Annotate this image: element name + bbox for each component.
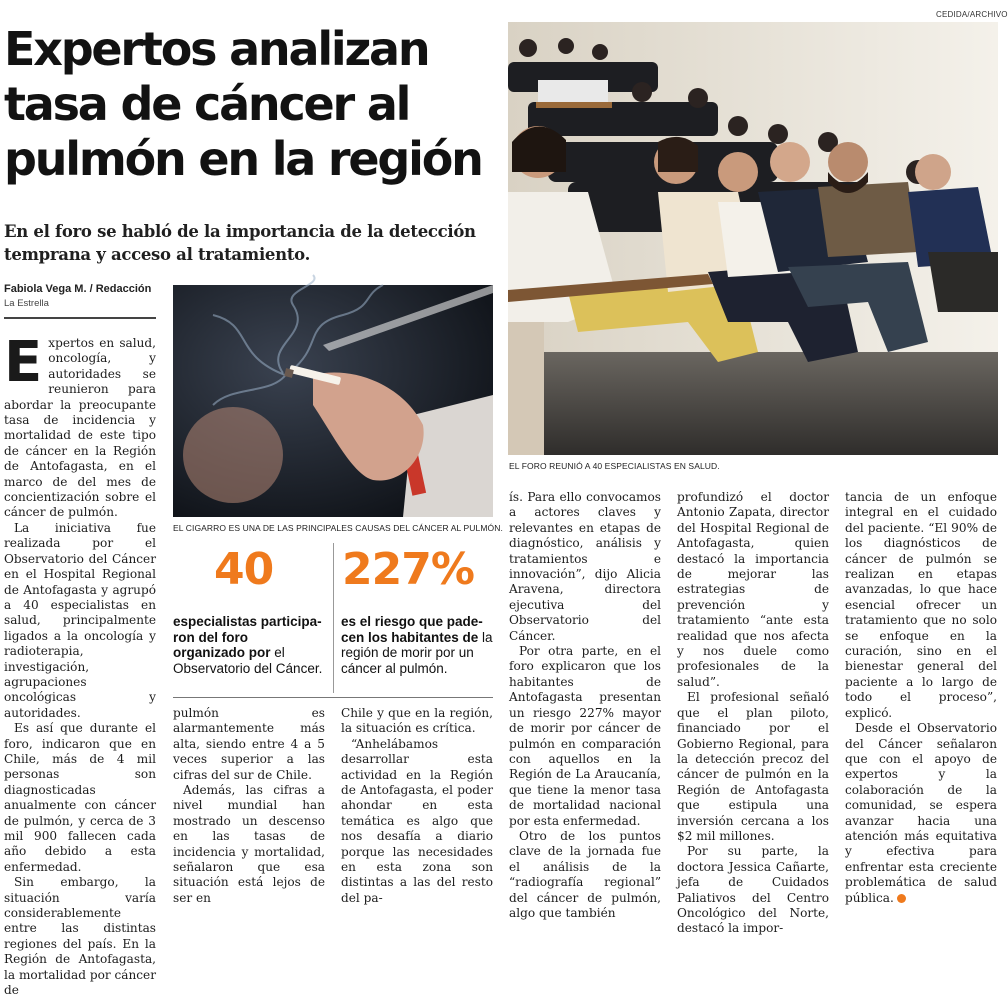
body-column-5 [677,490,829,936]
stat-227-rest: la región de morir por un cáncer al pulmón. [341,629,493,676]
cigarette-photo-caption: EL CIGARRO ES UNA DE LAS PRINCIPALES CAUSAS DEL CÁNCER AL PULMÓN. [173,523,503,533]
drop-cap: E [4,330,43,395]
body-paragraph: Por otra parte, en el foro explicaron que los habitantes de Antofagasta presentan un riesgo 227% mayor de morir por cáncer de pulmón en comparación con aquellos en la Región de La Araucanía, que tiene la menor tasa de mortalidad nacional por esta enfermedad. [509,644,661,828]
closing-text: Desde el Observatorio del Cáncer señalaron que con el apoyo de expertos y la colaboración de la comunidad, se espera avanzar hacia una atención más equitativa y efectiva para enfrentar esta creciente problemática de salud pública. [845,721,997,905]
body-paragraph: Por su parte, la doctora Jessica Cañarte, jefa de Cuidados Paliativos del Centro Oncológico del Norte, destacó la impor- [677,844,829,936]
stat-40-rest: el Observatorio del Cáncer. [173,645,323,676]
body-paragraph: Sin embargo, la situación varía considerablemente entre las distintas regiones del país. En la Región de Antofagasta, la mortalidad por cáncer de [4,875,156,998]
body-paragraph: pulmón es alarmantemente más alta, siendo entre 4 a 5 veces superior a las cifras del sur de Chile. [173,706,325,782]
body-paragraph: Además, las cifras a nivel mundial han mostrado un descenso en las tasas de incidencia y mortalidad, señalaron que esa situación está lejos de ser en [173,783,325,905]
stat-227-description [341,614,493,676]
body-paragraph: Chile y que en la región, la situación es crítica. [341,706,493,736]
stats-divider [333,543,334,693]
body-paragraph: El profesional señaló que el plan piloto, financiado por el Gobierno Regional, para la detección precoz del cáncer de pulmón en la Región de Antofagasta que estipula una inversión cercana a los $2 mil millones. [677,690,829,843]
forum-photo [508,22,998,455]
headline: Expertos analizan tasa de cáncer al pulmón en la región [4,22,482,186]
body-paragraph [4,330,156,521]
body-column-1 [4,330,156,998]
stat-40-value: 40 [214,544,274,595]
lead-text: xpertos en salud, oncología, y autoridades se reunieron para abordar la preocupante tasa de incidencia y mortalidad de este tipo de cáncer en la Región de Antofagasta, en el marco de del mes de concientización sobre el cáncer de pulmón. [4,336,156,520]
stat-227-value: 227% [342,544,474,595]
body-column-3 [341,706,493,905]
byline-rule [4,317,156,319]
body-paragraph: Es así que durante el foro, indicaron que en Chile, más de 4 mil personas son diagnosticadas anualmente con cáncer de pulmón, y cerca de 3 mil 900 fallecen cada año debido a esta enfermedad. [4,721,156,874]
body-paragraph: ís. Para ello convocamos a actores claves y relevantes en etapas de diagnóstico, análisis y tratamientos e innovación”, dijo Alicia Aravena, directora ejecutiva del Observatorio del Cáncer. [509,490,661,643]
body-column-4 [509,490,661,920]
body-paragraph: tancia de un enfoque integral en el cuidado del paciente. “El 90% de los diagnósticos de cáncer de pulmón se realizan en etapas avanzadas, lo que hace esencial ofrecer un tratamiento que no solo se enfoque en la curación, sino en el bienestar general del paciente a lo largo de todo el proceso”, explicó. [845,490,997,720]
cigarette-photo [173,285,493,517]
photo-credit: CEDIDA/ARCHIVO [936,10,1008,19]
stat-40-description [173,614,323,676]
body-column-2 [173,706,325,905]
stat-227-bold: es el riesgo que pade- cen los habitantes de [341,614,483,645]
body-paragraph: “Anhelábamos desarrollar esta actividad en la Región de Antofagasta, el poder ahondar en esta temática es algo que nos desafía a diario porque las necesidades en esta zona son distintas a las del resto del pa- [341,736,493,905]
body-paragraph: La iniciativa fue realizada por el Observatorio del Cáncer en el Hospital Regional de Antofagasta y agrupó a 40 especialistas en salud, principalmente ligados a la oncología y radioterapia, investigación, agrupaciones oncológicas y autoridades. [4,520,156,720]
body-column-6 [845,490,997,905]
body-paragraph [845,721,997,906]
byline-author: Fabiola Vega M. / Redacción [4,283,152,295]
body-paragraph: Otro de los puntos clave de la jornada fue el análisis de la “radiografía regional” del cáncer de pulmón, algo que también [509,828,661,920]
stats-bottom-rule [173,697,493,698]
byline-outlet: La Estrella [4,298,49,309]
deck-subtitle: En el foro se habló de la importancia de la detección temprana y acceso al tratamiento. [4,222,476,264]
stat-40-bold: especialistas participa- ron del foro organizado por [173,614,322,660]
forum-photo-caption: EL FORO REUNIÓ A 40 ESPECIALISTAS EN SALUD. [509,461,720,471]
body-paragraph: profundizó el doctor Antonio Zapata, director del Hospital Regional de Antofagasta, quien destacó la importancia de mejorar las estrategias de prevención y tratamiento “ante esta realidad que nos afecta y nos duele como profesionales de la salud”. [677,490,829,689]
end-mark-icon [897,894,906,903]
